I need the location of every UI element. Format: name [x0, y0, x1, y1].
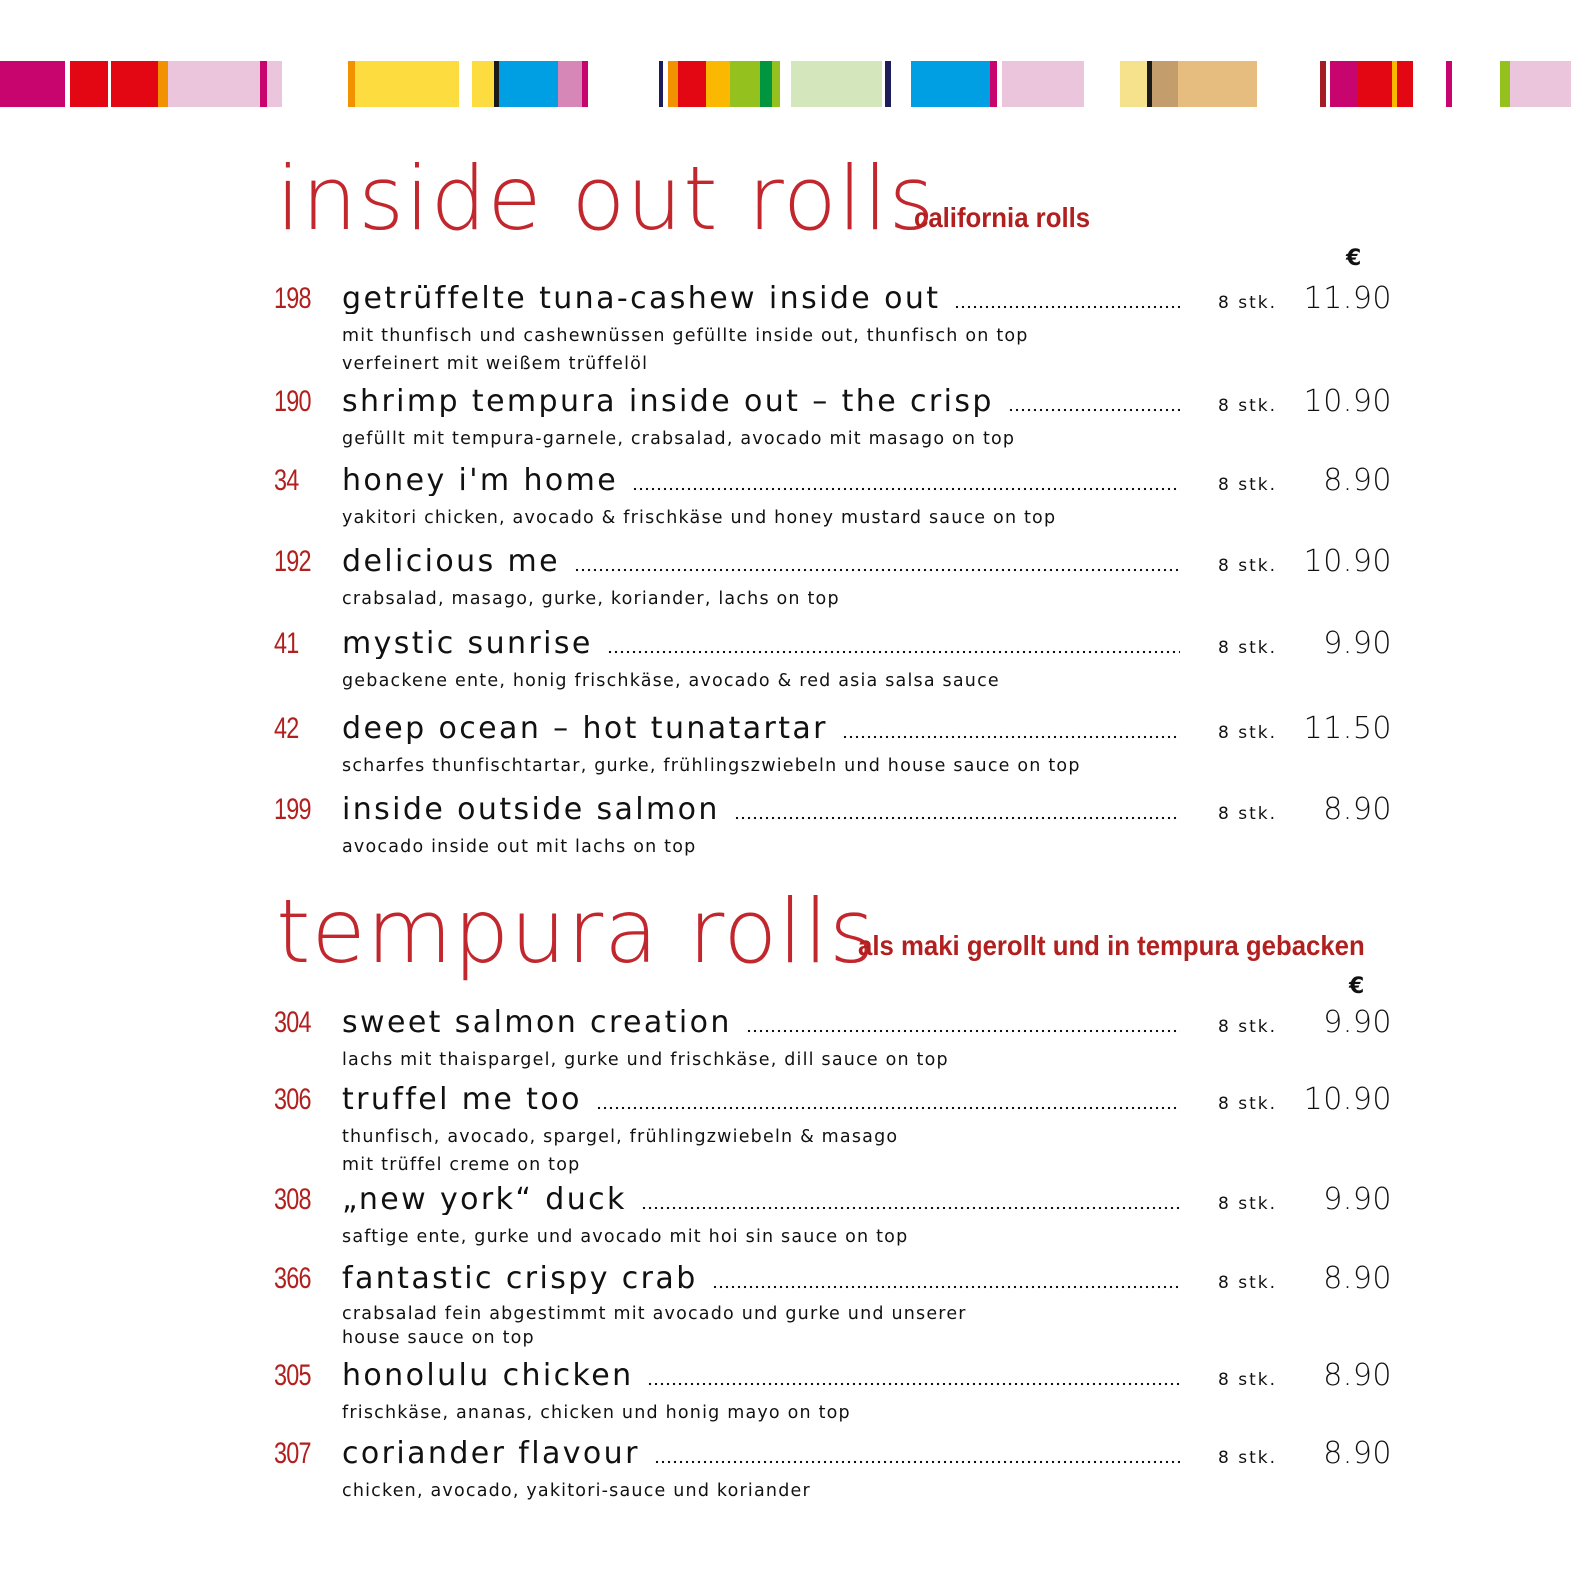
item-price: 8.90 — [1323, 463, 1392, 498]
dot-leader — [954, 305, 1180, 309]
stripe — [1002, 61, 1084, 107]
stripe — [1120, 61, 1147, 107]
item-number: 305 — [274, 1359, 311, 1392]
item-price: 10.90 — [1303, 544, 1392, 579]
dot-leader — [632, 487, 1180, 491]
desc-line: house sauce on top — [342, 1328, 535, 1348]
item-head — [342, 284, 1180, 314]
item-number: 366 — [274, 1262, 311, 1295]
item-quantity: 8 stk. — [1218, 638, 1277, 658]
item-name: sweet salmon creation — [342, 1008, 732, 1038]
item-number: 308 — [274, 1183, 311, 1216]
item-quantity: 8 stk. — [1218, 556, 1277, 576]
desc-line: scharfes thunfischtartar, gurke, frühlingszwiebeln und house sauce on top — [342, 756, 1081, 776]
item-price: 9.90 — [1323, 1005, 1392, 1040]
item-description — [342, 1302, 1172, 1350]
stripe — [267, 61, 282, 107]
stripe — [760, 61, 772, 107]
item-description — [342, 1399, 1172, 1427]
item-quantity: 8 stk. — [1218, 293, 1277, 313]
item-name: fantastic crispy crab — [342, 1264, 698, 1294]
desc-line: gebackene ente, honig frischkäse, avocado & red asia salsa sauce — [342, 671, 1000, 691]
stripe — [659, 61, 663, 107]
item-price: 10.90 — [1303, 384, 1392, 419]
item-description — [342, 1477, 1172, 1505]
section-title: tempura rolls — [276, 880, 876, 983]
item-name: honey i'm home — [342, 466, 619, 496]
dot-leader — [1008, 408, 1180, 412]
stripe — [730, 61, 760, 107]
item-head — [342, 714, 1180, 744]
item-quantity: 8 stk. — [1218, 1273, 1277, 1293]
item-price: 10.90 — [1303, 1082, 1392, 1117]
section-inside-out-rolls — [0, 147, 1571, 865]
currency-symbol: € — [1346, 246, 1362, 271]
stripe — [791, 61, 882, 107]
section-tempura-rolls — [0, 880, 1571, 1528]
item-quantity: 8 stk. — [1218, 804, 1277, 824]
stripe — [1397, 61, 1413, 107]
item-number: 307 — [274, 1437, 311, 1470]
item-description — [342, 667, 1172, 695]
stripe — [1500, 61, 1510, 107]
stripe — [348, 61, 355, 107]
dot-leader — [607, 650, 1180, 654]
stripe — [70, 61, 108, 107]
desc-line: thunfisch, avocado, spargel, frühlingzwiebeln & masago — [342, 1127, 899, 1147]
item-head — [342, 1085, 1180, 1115]
dot-leader — [574, 568, 1180, 572]
item-head — [342, 795, 1180, 825]
stripe — [158, 61, 168, 107]
item-description — [342, 1046, 1172, 1074]
desc-line: frischkäse, ananas, chicken und honig mayo on top — [342, 1403, 851, 1423]
desc-line: mit trüffel creme on top — [342, 1155, 581, 1175]
item-name: inside outside salmon — [342, 795, 720, 825]
desc-line: saftige ente, gurke und avocado mit hoi sin sauce on top — [342, 1227, 909, 1247]
item-quantity: 8 stk. — [1218, 1448, 1277, 1468]
item-price: 8.90 — [1323, 1436, 1392, 1471]
item-head — [342, 1185, 1180, 1215]
item-description — [342, 1223, 1172, 1251]
item-name: delicious me — [342, 547, 561, 577]
item-number: 306 — [274, 1083, 311, 1116]
desc-line: gefüllt mit tempura-garnele, crabsalad, avocado mit masago on top — [342, 429, 1016, 449]
item-name: coriander flavour — [342, 1439, 640, 1469]
stripe — [1320, 61, 1326, 107]
stripe — [472, 61, 494, 107]
item-number: 198 — [274, 282, 311, 315]
item-name: „new york“ duck — [342, 1185, 627, 1215]
stripe — [990, 61, 997, 107]
item-number: 42 — [274, 712, 299, 745]
item-name: deep ocean – hot tunatartar — [342, 714, 828, 744]
stripe — [0, 61, 65, 107]
item-head — [342, 629, 1180, 659]
stripe — [668, 61, 678, 107]
stripe — [582, 61, 588, 107]
item-quantity: 8 stk. — [1218, 1094, 1277, 1114]
item-head — [342, 387, 1180, 417]
stripe — [355, 61, 459, 107]
item-description — [342, 504, 1172, 532]
dot-leader — [641, 1206, 1180, 1210]
section-title: inside out rolls — [276, 147, 936, 250]
dot-leader — [734, 816, 1180, 820]
section-subtitle: california rolls — [914, 202, 1091, 233]
item-quantity: 8 stk. — [1218, 396, 1277, 416]
dot-leader — [654, 1460, 1180, 1464]
dot-leader — [596, 1106, 1180, 1110]
desc-line: crabsalad, masago, gurke, koriander, lachs on top — [342, 589, 840, 609]
section-subtitle: als maki gerollt und in tempura gebacken — [858, 930, 1365, 961]
dot-leader — [842, 735, 1180, 739]
item-name: mystic sunrise — [342, 629, 593, 659]
item-quantity: 8 stk. — [1218, 1194, 1277, 1214]
stripe — [260, 61, 267, 107]
stripe — [111, 61, 158, 107]
stripe — [499, 61, 558, 107]
decorative-stripe-bar — [0, 61, 1571, 107]
item-price: 8.90 — [1323, 792, 1392, 827]
desc-line: mit thunfisch und cashewnüssen gefüllte inside out, thunfisch on top — [342, 326, 1029, 346]
dot-leader — [712, 1285, 1180, 1289]
desc-line: crabsalad fein abgestimmt mit avocado und gurke und unserer — [342, 1304, 967, 1324]
item-number: 199 — [274, 793, 311, 826]
item-price: 11.50 — [1303, 711, 1392, 746]
desc-line: avocado inside out mit lachs on top — [342, 837, 697, 857]
item-name: getrüffelte tuna-cashew inside out — [342, 284, 941, 314]
item-price: 8.90 — [1323, 1358, 1392, 1393]
item-description — [342, 752, 1172, 780]
stripe — [1358, 61, 1392, 107]
dot-leader — [746, 1029, 1180, 1033]
item-quantity: 8 stk. — [1218, 723, 1277, 743]
stripe — [168, 61, 260, 107]
stripe — [885, 61, 891, 107]
item-head — [342, 1008, 1180, 1038]
desc-line: lachs mit thaispargel, gurke und frischkäse, dill sauce on top — [342, 1050, 949, 1070]
item-price: 8.90 — [1323, 1261, 1392, 1296]
item-name: truffel me too — [342, 1085, 582, 1115]
item-price: 9.90 — [1323, 1182, 1392, 1217]
stripe — [1152, 61, 1178, 107]
item-number: 192 — [274, 545, 311, 578]
stripe — [772, 61, 780, 107]
item-price: 11.90 — [1303, 281, 1392, 316]
desc-line: chicken, avocado, yakitori-sauce und koriander — [342, 1481, 811, 1501]
stripe — [1446, 61, 1452, 107]
item-number: 190 — [274, 385, 311, 418]
item-head — [342, 547, 1180, 577]
dot-leader — [647, 1382, 1180, 1386]
item-head — [342, 1361, 1180, 1391]
currency-symbol: € — [1349, 974, 1365, 999]
stripe — [558, 61, 582, 107]
stripe — [1330, 61, 1358, 107]
desc-line: verfeinert mit weißem trüffelöl — [342, 354, 649, 374]
item-quantity: 8 stk. — [1218, 1017, 1277, 1037]
desc-line: yakitori chicken, avocado & frischkäse und honey mustard sauce on top — [342, 508, 1057, 528]
item-quantity: 8 stk. — [1218, 475, 1277, 495]
stripe — [911, 61, 990, 107]
stripe — [1178, 61, 1257, 107]
stripe — [678, 61, 706, 107]
item-description — [342, 425, 1172, 453]
item-price: 9.90 — [1323, 626, 1392, 661]
item-name: shrimp tempura inside out – the crisp — [342, 387, 994, 417]
item-description — [342, 833, 1172, 861]
item-head — [342, 466, 1180, 496]
item-head — [342, 1264, 1180, 1294]
item-number: 34 — [274, 464, 299, 497]
stripe — [706, 61, 730, 107]
item-description — [342, 1123, 1172, 1179]
item-name: honolulu chicken — [342, 1361, 634, 1391]
item-number: 304 — [274, 1006, 311, 1039]
item-number: 41 — [274, 627, 299, 660]
item-description — [342, 585, 1172, 613]
stripe — [1510, 61, 1571, 107]
item-quantity: 8 stk. — [1218, 1370, 1277, 1390]
item-head — [342, 1439, 1180, 1469]
item-description — [342, 322, 1172, 378]
